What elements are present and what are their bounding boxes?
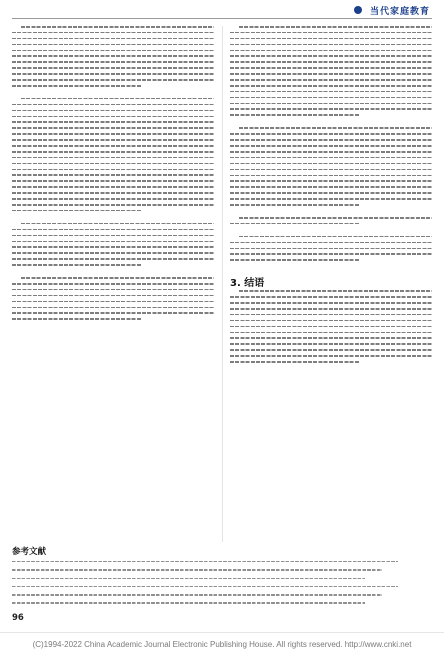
journal-name: 当代家庭教育: [369, 7, 430, 17]
paragraph: [230, 127, 432, 209]
copyright-footer: (C)1994-2022 China Academic Journal Electronic Publishing House. All rights reserved. http://www.cnki.net: [32, 640, 412, 649]
text-line: [12, 258, 214, 260]
references-title: 参考文献: [12, 547, 47, 557]
text-line: [12, 157, 214, 159]
text-line: [230, 169, 432, 171]
text-line: [12, 186, 214, 188]
text-line: [230, 157, 432, 159]
text-line: [21, 26, 214, 28]
text-line: [12, 163, 214, 165]
text-line: [12, 73, 214, 75]
text-line: [230, 67, 432, 69]
paragraph: [230, 290, 432, 367]
text-line: [230, 50, 432, 52]
paragraph: [230, 236, 432, 265]
text-line: [12, 246, 214, 248]
reference-item: [12, 578, 365, 579]
text-line: [12, 295, 214, 297]
text-line: [12, 241, 214, 243]
text-line: [12, 116, 214, 118]
text-line: [230, 326, 432, 328]
text-line: [230, 355, 432, 357]
references-list: [12, 561, 432, 611]
paragraph: [12, 26, 214, 91]
text-line: [12, 252, 214, 254]
text-line: [230, 198, 432, 200]
text-line: [230, 343, 432, 345]
text-line: [230, 180, 432, 182]
reference-item: [12, 586, 398, 587]
text-line: [12, 235, 214, 237]
text-line: [12, 121, 214, 123]
text-line: [239, 290, 432, 292]
text-line: [12, 127, 214, 129]
text-line: [239, 127, 432, 129]
column-gutter: [222, 26, 223, 542]
text-line: [21, 98, 214, 100]
text-line: [230, 97, 432, 99]
text-line: [12, 79, 214, 81]
text-line: [21, 223, 214, 225]
text-line: [12, 307, 214, 309]
text-line: [230, 32, 432, 34]
text-line: [230, 349, 432, 351]
text-line: [12, 180, 214, 182]
footer-rule: [0, 632, 444, 633]
text-line: [230, 38, 432, 40]
text-line: [230, 361, 359, 363]
text-line: [230, 259, 359, 261]
text-line: [230, 253, 432, 255]
text-line: [230, 133, 432, 135]
text-line: [230, 145, 432, 147]
text-line: [230, 332, 432, 334]
article-body: [12, 26, 432, 542]
text-line: [12, 133, 214, 135]
text-line: [12, 110, 214, 112]
text-line: [230, 108, 432, 110]
text-line: [230, 55, 432, 57]
text-line: [230, 314, 432, 316]
paragraph: [12, 223, 214, 270]
text-line: [230, 296, 432, 298]
text-line: [230, 73, 432, 75]
text-line: [12, 210, 141, 212]
text-line: [21, 277, 214, 279]
reference-item: [12, 602, 365, 603]
reference-item: [12, 569, 382, 570]
text-line: [230, 61, 432, 63]
text-line: [239, 26, 432, 28]
text-line: [12, 85, 141, 87]
text-line: [230, 248, 432, 250]
text-line: [230, 320, 432, 322]
text-line: [239, 236, 432, 238]
text-line: [12, 55, 214, 57]
text-line: [12, 312, 214, 314]
text-line: [230, 175, 432, 177]
text-line: [12, 289, 214, 291]
section-heading-conclusion: 3. 结语: [230, 278, 265, 290]
text-line: [230, 151, 432, 153]
text-line: [12, 192, 214, 194]
paragraph: [230, 26, 432, 120]
text-line: [12, 151, 214, 153]
paragraph: [230, 217, 432, 229]
text-line: [12, 318, 141, 320]
text-line: [12, 198, 214, 200]
text-line: [12, 67, 214, 69]
text-line: [12, 301, 214, 303]
text-line: [12, 44, 214, 46]
text-line: [12, 145, 214, 147]
paragraph: [12, 98, 214, 216]
text-line: [12, 32, 214, 34]
text-line: [12, 104, 214, 106]
text-line: [230, 186, 432, 188]
paragraph: [12, 277, 214, 324]
text-line: [230, 91, 432, 93]
journal-logo-icon: [354, 6, 362, 14]
text-line: [239, 217, 432, 219]
text-line: [230, 163, 432, 165]
text-line: [12, 204, 214, 206]
header-rule: [12, 18, 432, 19]
text-line: [230, 242, 432, 244]
reference-item: [12, 561, 398, 562]
text-line: [230, 139, 432, 141]
text-line: [230, 85, 432, 87]
reference-item: [12, 594, 382, 595]
text-line: [230, 204, 359, 206]
text-line: [12, 283, 214, 285]
text-line: [230, 44, 432, 46]
text-line: [12, 174, 214, 176]
text-line: [230, 192, 432, 194]
text-line: [230, 302, 432, 304]
text-line: [12, 264, 141, 266]
text-line: [230, 114, 359, 116]
left-column: [12, 26, 214, 542]
text-line: [230, 337, 432, 339]
text-line: [12, 61, 214, 63]
text-line: [12, 169, 214, 171]
text-line: [230, 223, 359, 225]
text-line: [12, 38, 214, 40]
right-column: [230, 26, 432, 542]
text-line: [12, 50, 214, 52]
text-line: [12, 229, 214, 231]
text-line: [230, 79, 432, 81]
text-line: [230, 308, 432, 310]
text-line: [230, 103, 432, 105]
page-number: 96: [12, 613, 24, 623]
text-line: [12, 139, 214, 141]
